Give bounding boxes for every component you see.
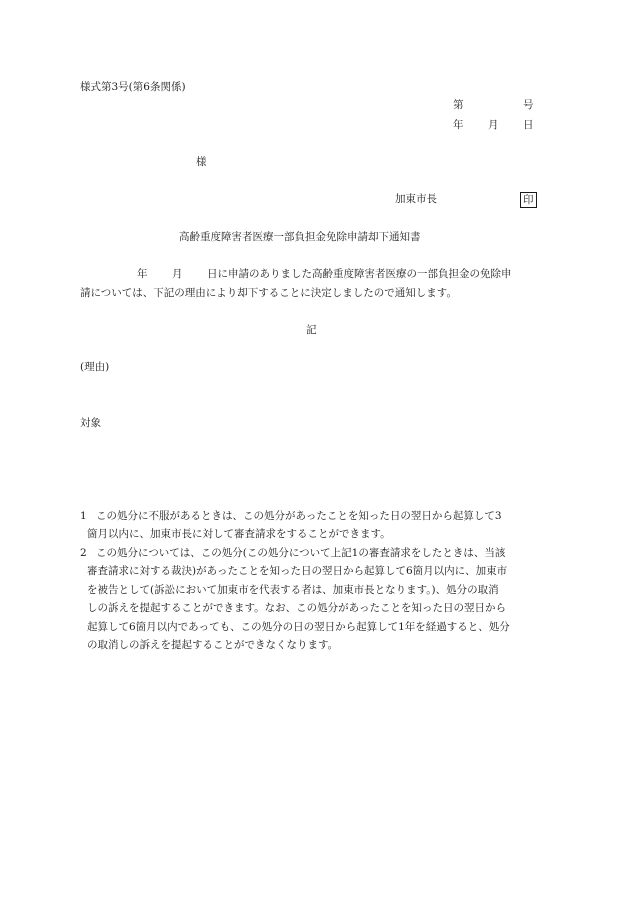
note-2-line-1: この処分については、この処分(この処分について上記1の審査請求をしたときは、当該 <box>96 547 506 559</box>
target-label: 対象 <box>80 417 101 429</box>
body-line1-year: 年 <box>137 268 148 280</box>
date-year: 年 <box>453 119 464 131</box>
issuer-name: 加東市長 <box>395 193 437 205</box>
doc-number-dai: 第 <box>453 99 464 111</box>
reason-label: (理由) <box>80 361 110 373</box>
note-2-line-4: しの訴えを提起することができます。なお、この処分があったことを知った日の翌日から <box>87 602 507 614</box>
note-1-line-2: 箇月以内に、加東市長に対して審査請求をすることができます。 <box>87 528 391 540</box>
note-1-number: 1 <box>80 510 87 522</box>
note-2-line-6: の取消しの訴えを提起することができなくなります。 <box>87 639 339 651</box>
doc-number-go: 号 <box>523 99 534 111</box>
note-1-line-1: この処分に不服があるときは、この処分があったことを知った日の翌日から起算して3 <box>96 510 502 522</box>
body-line1-month: 月 <box>172 268 183 280</box>
body-line1-rest: 日に申請のありました高齢重度障害者医療の一部負担金の免除申 <box>207 268 512 280</box>
ki-heading: 記 <box>306 324 317 336</box>
body-line2: 請については、下記の理由により却下することに決定しましたので通知します。 <box>80 287 457 299</box>
date-day: 日 <box>523 119 534 131</box>
date-month: 月 <box>488 119 499 131</box>
note-2-line-2: 審査請求に対する裁決)があったことを知った日の翌日から起算して6箇月以内に、加東市 <box>87 565 508 577</box>
note-2-line-3: を被告として(訴訟において加東市を代表する者は、加東市長となります。)、処分の取消 <box>87 584 499 596</box>
recipient-sama: 様 <box>196 156 207 168</box>
note-2-line-5: 起算して6箇月以内であっても、この処分の日の翌日から起算して1年を経過すると、処分 <box>87 621 510 633</box>
document-title: 高齢重度障害者医療一部負担金免除申請却下通知書 <box>179 231 421 243</box>
note-2-number: 2 <box>80 547 87 559</box>
seal-mark: 印 <box>520 192 537 208</box>
form-number: 様式第3号(第6条関係) <box>80 81 186 93</box>
